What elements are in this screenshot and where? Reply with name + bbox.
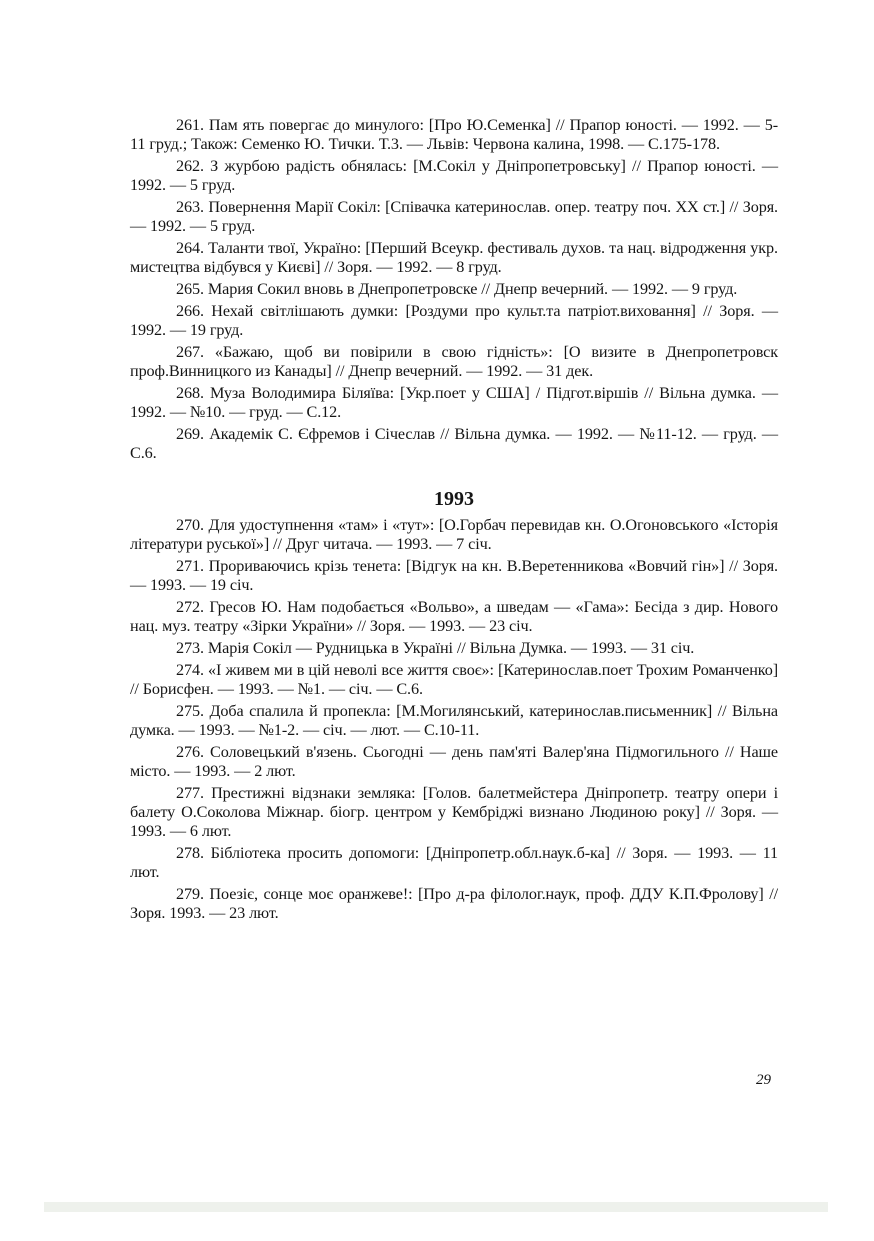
entries-1993-section xyxy=(130,516,778,923)
entry-276: 276. Соловецький в'язень. Сьогодні — день пам'яті Валер'яна Підмогильного // Наше місто. — 1993. — 2 лют. xyxy=(130,743,778,780)
entry-271: 271. Прориваючись крізь тенета: [Відгук на кн. В.Веретенникова «Вовчий гін»] // Зоря. — 1993. — 19 січ. xyxy=(130,557,778,594)
entry-269: 269. Академік С. Єфремов і Січеслав // Вільна думка. — 1992. — №11-12. — груд. — С.6. xyxy=(130,425,778,462)
entry-273: 273. Марія Сокіл — Рудницька в Україні // Вільна Думка. — 1993. — 31 січ. xyxy=(176,639,695,657)
entry-270: 270. Для удоступнення «там» і «тут»: [О.Горбач перевидав кн. О.Огоновського «Історія літератури руської»] // Друг читача. — 1993. — 7 січ. xyxy=(130,516,778,553)
entry-267: 267. «Бажаю, щоб ви повірили в свою гідність»: [О визите в Днепропетровск проф.Винницкого из Канады] // Днепр вечерний. — 1992. — 31 дек. xyxy=(130,343,778,380)
entry-268: 268. Муза Володимира Біляїва: [Укр.поет у США] / Підгот.віршів // Вільна думка. — 1992. — №10. — груд. — С.12. xyxy=(130,384,778,421)
footer-divider xyxy=(44,1202,828,1212)
year-heading: 1993 xyxy=(434,488,474,510)
entry-279: 279. Поезіє, сонце моє оранжеве!: [Про д-ра філолог.наук, проф. ДДУ К.П.Фролову] // Зоря. 1993. — 23 лют. xyxy=(130,885,778,922)
entry-261: 261. Пам ять повергає до минулого: [Про Ю.Семенка] // Прапор юності. — 1992. — 5-11 груд.; Також: Семенко Ю. Тички. Т.3. — Львів: Червона калина, 1998. — С.175-178. xyxy=(130,116,778,153)
bibliography-page xyxy=(130,116,778,926)
page-number: 29 xyxy=(756,1072,771,1088)
entry-278: 278. Бібліотека просить допомоги: [Дніпропетр.обл.наук.б-ка] // Зоря. — 1993. — 11 лют. xyxy=(130,844,778,881)
entry-277: 277. Престижні відзнаки земляка: [Голов. балетмейстера Дніпропетр. театру опери і балету О.Соколова Міжнар. біогр. центром у Кембріджі визнано Людиною року] // Зоря. — 1993. — 6 лют. xyxy=(130,784,778,840)
entry-275: 275. Доба спалила й пропекла: [М.Могилянський, катеринослав.письменник] // Вільна думка. — 1993. — №1-2. — січ. — лют. — С.10-11. xyxy=(130,702,778,739)
entry-266: 266. Нехай світлішають думки: [Роздуми про культ.та патріот.виховання] // Зоря. — 1992. — 19 груд. xyxy=(130,302,778,339)
entry-262: 262. З журбою радість обнялась: [М.Сокіл у Дніпропетровську] // Прапор юності. — 1992. — 5 груд. xyxy=(130,157,778,194)
entry-265: 265. Мария Сокил вновь в Днепропетровске // Днепр вечерний. — 1992. — 9 груд. xyxy=(176,280,738,298)
entry-272: 272. Гресов Ю. Нам подобається «Вольво», а шведам — «Гама»: Бесіда з дир. Нового нац. муз. театру «Зірки України» // Зоря. — 1993. — 23 січ. xyxy=(130,598,778,635)
entry-263: 263. Повернення Марії Сокіл: [Співачка катеринослав. опер. театру поч. XX ст.] // Зоря. — 1992. — 5 груд. xyxy=(130,198,778,235)
entry-274: 274. «І живем ми в цій неволі все життя своє»: [Катеринослав.поет Трохим Романченко] // Борисфен. — 1993. — №1. — січ. — С.6. xyxy=(130,661,778,698)
entry-264: 264. Таланти твої, Україно: [Перший Всеукр. фестиваль духов. та нац. відродження укр. мистецтва відбувся у Києві] // Зоря. — 1992. — 8 груд. xyxy=(130,239,778,276)
entries-1992-section xyxy=(130,116,778,463)
